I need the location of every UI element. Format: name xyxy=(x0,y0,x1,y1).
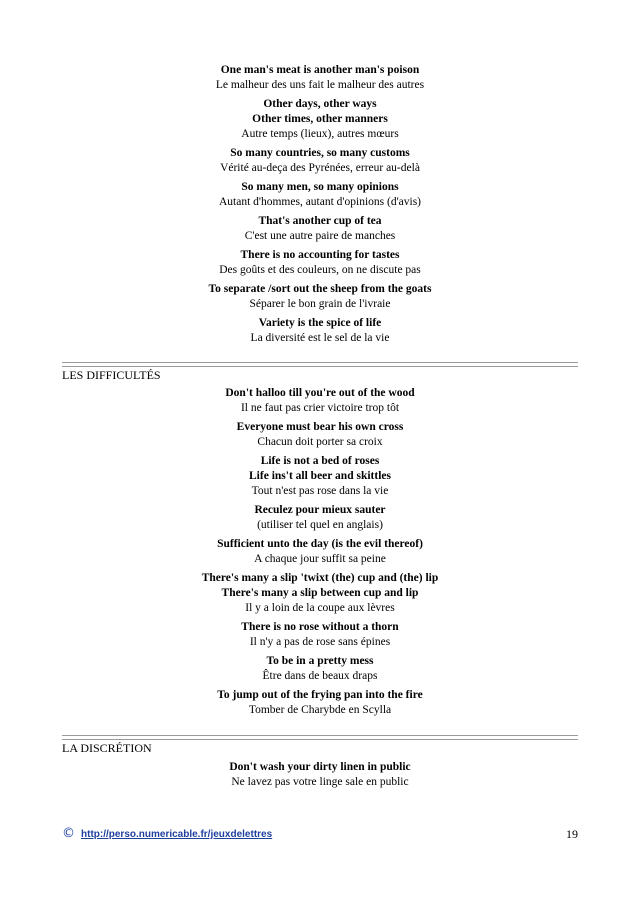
proverb-entry xyxy=(120,760,520,790)
french-equivalent: C'est une autre paire de manches xyxy=(244,230,396,242)
website-link[interactable]: http://perso.numericable.fr/jeuxdelettres xyxy=(81,829,273,840)
french-equivalent: (utiliser tel quel en anglais) xyxy=(257,519,383,531)
french-equivalent: Il y a loin de la coupe aux lèvres xyxy=(245,602,395,614)
french-equivalent: Il n'y a pas de rose sans épines xyxy=(249,636,391,648)
english-proverb: Variety is the spice of life xyxy=(258,317,382,329)
english-proverb: Sufficient unto the day (is the evil thereof) xyxy=(217,538,423,550)
proverb-entry xyxy=(120,63,520,93)
english-proverb: Everyone must bear his own cross xyxy=(236,421,404,433)
proverb-entry xyxy=(120,654,520,684)
proverb-entry xyxy=(120,454,520,499)
french-equivalent: Ne lavez pas votre linge sale en public xyxy=(231,776,409,788)
proverb-entry xyxy=(120,180,520,210)
english-proverb: So many countries, so many customs xyxy=(230,147,410,159)
french-equivalent: Tomber de Charybde en Scylla xyxy=(248,704,392,716)
english-proverb: Life is not a bed of roses xyxy=(260,455,380,467)
english-proverb: Reculez pour mieux sauter xyxy=(254,504,386,516)
french-equivalent: Vérité au-deça des Pyrénées, erreur au-delà xyxy=(220,162,420,174)
english-proverb: There's many a slip 'twixt (the) cup and (the) lip xyxy=(201,572,439,584)
english-proverb: Other times, other manners xyxy=(252,113,388,125)
proverb-entry xyxy=(120,503,520,533)
english-proverb: There is no rose without a thorn xyxy=(241,621,399,633)
proverb-entry xyxy=(120,571,520,616)
french-equivalent: Autre temps (lieux), autres mœurs xyxy=(241,128,399,140)
french-equivalent: Chacun doit porter sa croix xyxy=(257,436,383,448)
proverb-entry xyxy=(120,214,520,244)
english-proverb: There is no accounting for tastes xyxy=(240,249,400,261)
english-proverb: To be in a pretty mess xyxy=(266,655,374,667)
english-proverb: Don't halloo till you're out of the wood xyxy=(225,387,415,399)
section-title: LA DISCRÉTION xyxy=(62,741,152,755)
english-proverb: So many men, so many opinions xyxy=(241,181,399,193)
proverb-entry xyxy=(120,146,520,176)
english-proverb: To separate /sort out the sheep from the goats xyxy=(208,283,432,295)
proverb-entry xyxy=(120,620,520,650)
french-equivalent: Le malheur des uns fait le malheur des autres xyxy=(215,79,425,91)
page-number: 19 xyxy=(566,827,578,841)
french-equivalent: A chaque jour suffit sa peine xyxy=(254,553,386,565)
french-equivalent: Être dans de beaux draps xyxy=(262,670,378,682)
french-equivalent: Séparer le bon grain de l'ivraie xyxy=(249,298,391,310)
proverb-entry xyxy=(120,282,520,312)
section-divider xyxy=(62,362,578,367)
proverb-entry xyxy=(120,386,520,416)
section-divider xyxy=(62,735,578,740)
french-equivalent: Autant d'hommes, autant d'opinions (d'avis) xyxy=(218,196,421,208)
french-equivalent: Il ne faut pas crier victoire trop tôt xyxy=(240,402,400,414)
copyright-icon: © xyxy=(62,826,75,841)
proverb-entry xyxy=(120,248,520,278)
proverb-entry xyxy=(120,420,520,450)
english-proverb: Life ins't all beer and skittles xyxy=(249,470,391,482)
english-proverb: There's many a slip between cup and lip xyxy=(221,587,419,599)
proverb-entry xyxy=(120,97,520,142)
english-proverb: One man's meat is another man's poison xyxy=(220,64,420,76)
section-title: LES DIFFICULTÉS xyxy=(62,368,161,382)
proverb-entry xyxy=(120,537,520,567)
french-equivalent: La diversité est le sel de la vie xyxy=(250,332,390,344)
english-proverb: Don't wash your dirty linen in public xyxy=(229,761,411,773)
french-equivalent: Des goûts et des couleurs, on ne discute pas xyxy=(219,264,421,276)
page-footer xyxy=(62,827,578,843)
french-equivalent: Tout n'est pas rose dans la vie xyxy=(251,485,389,497)
proverb-entry xyxy=(120,316,520,346)
english-proverb: That's another cup of tea xyxy=(258,215,382,227)
proverb-entry xyxy=(120,688,520,718)
english-proverb: To jump out of the frying pan into the fire xyxy=(217,689,423,701)
english-proverb: Other days, other ways xyxy=(263,98,377,110)
